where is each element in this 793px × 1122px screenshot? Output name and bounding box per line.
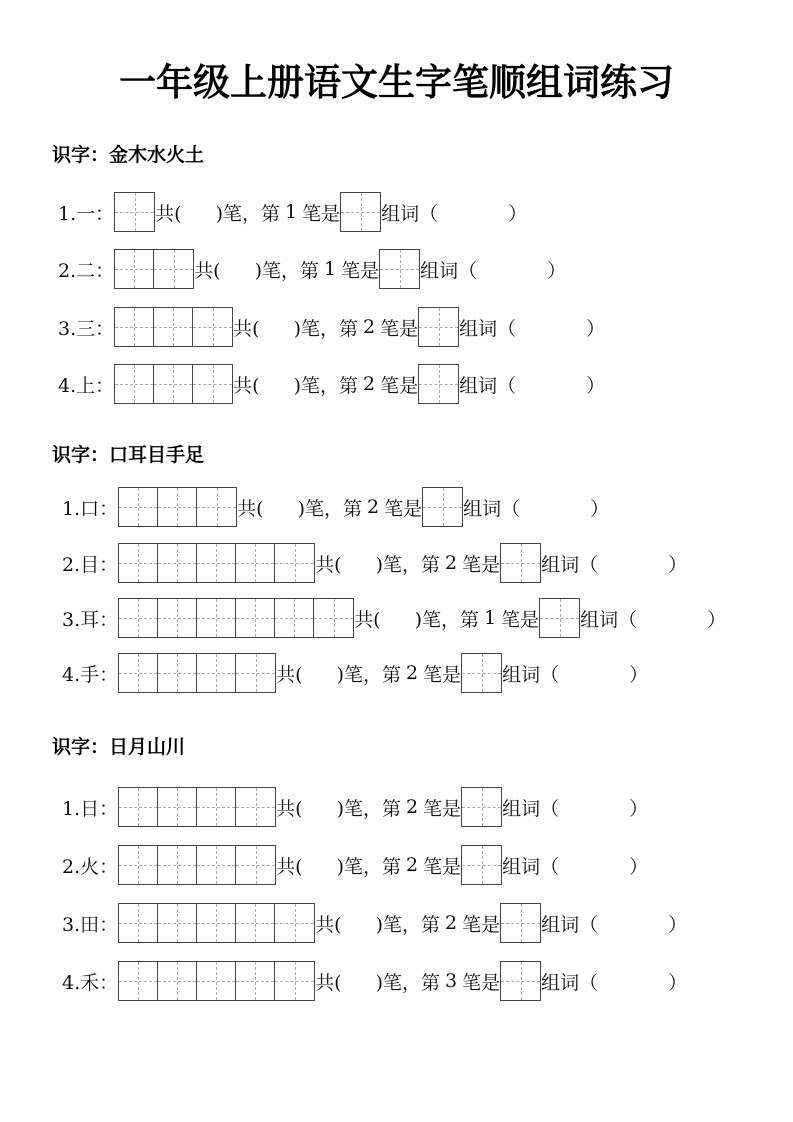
label-gong: 共( (194, 259, 221, 282)
writing-cell[interactable] (197, 488, 236, 526)
writing-cell[interactable] (540, 599, 579, 637)
writing-cell[interactable] (119, 488, 158, 526)
writing-cell[interactable] (236, 654, 275, 692)
writing-cell[interactable] (193, 308, 232, 346)
label-bi-shi: 笔是 (462, 553, 501, 576)
stroke-number: 1 (323, 258, 337, 280)
writing-cell[interactable] (275, 599, 314, 637)
label-zuci: 组词（ (541, 553, 599, 576)
row-prefix: 4.手： (62, 663, 119, 686)
writing-cell[interactable] (462, 846, 501, 884)
writing-cell[interactable] (197, 544, 236, 582)
writing-cell[interactable] (501, 544, 540, 582)
label-bi: )笔，第 (297, 497, 362, 520)
label-bi: )笔，第 (336, 663, 401, 686)
writing-cell[interactable] (119, 846, 158, 884)
stroke-order-grid[interactable] (114, 249, 194, 289)
writing-cell[interactable] (197, 599, 236, 637)
writing-cell[interactable] (236, 544, 275, 582)
writing-cell[interactable] (158, 904, 197, 942)
label-zuci: 组词（ (381, 202, 439, 225)
writing-cell[interactable] (275, 904, 314, 942)
writing-cell[interactable] (119, 544, 158, 582)
stroke-number: 2 (444, 912, 458, 934)
row-prefix: 2.二： (58, 259, 115, 282)
writing-cell[interactable] (158, 962, 197, 1000)
label-bi-shi: 笔是 (302, 202, 341, 225)
label-bi: )笔，第 (293, 317, 358, 340)
writing-cell[interactable] (419, 365, 458, 403)
stroke-order-grid[interactable] (114, 364, 233, 404)
label-bi-shi: 笔是 (423, 797, 462, 820)
label-bi: )笔，第 (414, 608, 479, 631)
label-bi: )笔，第 (254, 259, 319, 282)
stroke-order-grid[interactable] (118, 487, 237, 527)
writing-cell[interactable] (236, 788, 275, 826)
label-bi: )笔，第 (375, 971, 440, 994)
exercise-row (62, 903, 687, 943)
label-bi-shi: 笔是 (341, 259, 380, 282)
label-close-paren: ） (586, 374, 606, 397)
label-bi-shi: 笔是 (423, 855, 462, 878)
row-prefix: 3.田： (62, 913, 119, 936)
row-prefix: 4.禾： (62, 971, 119, 994)
writing-cell[interactable] (197, 654, 236, 692)
writing-cell[interactable] (119, 962, 158, 1000)
writing-cell[interactable] (197, 904, 236, 942)
exercise-row (62, 543, 687, 583)
stroke-order-grid[interactable] (118, 845, 276, 885)
section-heading: 识字：金木水火土 (52, 144, 205, 166)
nth-stroke-box[interactable] (500, 543, 541, 583)
label-zuci: 组词（ (420, 259, 478, 282)
label-close-paren: ） (668, 553, 688, 576)
writing-cell[interactable] (462, 654, 501, 692)
writing-cell[interactable] (115, 308, 154, 346)
writing-cell[interactable] (197, 962, 236, 1000)
writing-cell[interactable] (119, 599, 158, 637)
nth-stroke-box[interactable] (461, 653, 502, 693)
label-bi: )笔，第 (215, 202, 280, 225)
label-close-paren: ） (668, 913, 688, 936)
writing-cell[interactable] (501, 962, 540, 1000)
label-zuci: 组词（ (580, 608, 638, 631)
stroke-number: 2 (362, 373, 376, 395)
writing-cell[interactable] (314, 599, 353, 637)
writing-cell[interactable] (501, 904, 540, 942)
label-bi-shi: 笔是 (462, 913, 501, 936)
stroke-number: 2 (405, 796, 419, 818)
writing-cell[interactable] (158, 846, 197, 884)
writing-cell[interactable] (419, 308, 458, 346)
label-close-paren: ） (629, 797, 649, 820)
writing-cell[interactable] (197, 846, 236, 884)
writing-cell[interactable] (154, 365, 193, 403)
label-gong: 共( (155, 202, 182, 225)
label-bi-shi: 笔是 (501, 608, 540, 631)
row-prefix: 3.耳： (62, 608, 119, 631)
row-prefix: 3.三： (58, 317, 115, 340)
writing-cell[interactable] (275, 544, 314, 582)
label-gong: 共( (354, 608, 381, 631)
stroke-number: 1 (483, 607, 497, 629)
writing-cell[interactable] (119, 904, 158, 942)
section-heading: 识字：口耳目手足 (52, 444, 205, 466)
label-bi: )笔，第 (336, 797, 401, 820)
row-prefix: 1.日： (62, 797, 119, 820)
stroke-number: 2 (405, 854, 419, 876)
label-bi-shi: 笔是 (380, 317, 419, 340)
writing-cell[interactable] (462, 788, 501, 826)
nth-stroke-box[interactable] (500, 903, 541, 943)
writing-cell[interactable] (236, 962, 275, 1000)
label-gong: 共( (276, 855, 303, 878)
label-zuci: 组词（ (502, 855, 560, 878)
stroke-order-grid[interactable] (118, 903, 315, 943)
stroke-number: 2 (362, 316, 376, 338)
writing-cell[interactable] (115, 365, 154, 403)
writing-cell[interactable] (115, 250, 154, 288)
label-gong: 共( (276, 797, 303, 820)
nth-stroke-box[interactable] (461, 787, 502, 827)
writing-cell[interactable] (119, 788, 158, 826)
label-bi-shi: 笔是 (423, 663, 462, 686)
label-close-paren: ） (668, 971, 688, 994)
nth-stroke-box[interactable] (539, 598, 580, 638)
writing-cell[interactable] (158, 654, 197, 692)
writing-cell[interactable] (423, 488, 462, 526)
section-heading: 识字：日月山川 (52, 736, 186, 758)
label-close-paren: ） (547, 259, 567, 282)
stroke-order-grid[interactable] (118, 653, 276, 693)
writing-cell[interactable] (275, 962, 314, 1000)
page-title: 一年级上册语文生字笔顺组词练习 (119, 61, 674, 104)
nth-stroke-box[interactable] (500, 961, 541, 1001)
writing-cell[interactable] (236, 599, 275, 637)
label-zuci: 组词（ (463, 497, 521, 520)
writing-cell[interactable] (158, 788, 197, 826)
label-bi: )笔，第 (336, 855, 401, 878)
label-bi: )笔，第 (375, 913, 440, 936)
row-prefix: 2.火： (62, 855, 119, 878)
nth-stroke-box[interactable] (340, 192, 381, 232)
row-prefix: 1.口： (62, 497, 119, 520)
exercise-row (62, 598, 726, 638)
stroke-order-grid[interactable] (118, 598, 354, 638)
stroke-order-grid[interactable] (118, 787, 276, 827)
exercise-row (62, 787, 648, 827)
exercise-row (62, 961, 687, 1001)
label-gong: 共( (315, 971, 342, 994)
label-gong: 共( (233, 317, 260, 340)
writing-cell[interactable] (380, 250, 419, 288)
label-bi-shi: 笔是 (384, 497, 423, 520)
exercise-row (58, 364, 605, 404)
label-zuci: 组词（ (459, 317, 517, 340)
writing-cell[interactable] (158, 599, 197, 637)
label-close-paren: ） (707, 608, 727, 631)
exercise-row (58, 192, 527, 232)
writing-cell[interactable] (119, 654, 158, 692)
writing-cell[interactable] (197, 788, 236, 826)
exercise-row (62, 845, 648, 885)
writing-cell[interactable] (236, 904, 275, 942)
exercise-row (58, 249, 566, 289)
writing-cell[interactable] (158, 544, 197, 582)
label-zuci: 组词（ (502, 797, 560, 820)
stroke-order-grid[interactable] (114, 192, 155, 232)
stroke-number: 2 (366, 496, 380, 518)
writing-cell[interactable] (341, 193, 380, 231)
label-close-paren: ） (586, 317, 606, 340)
row-prefix: 1.一： (58, 202, 115, 225)
label-close-paren: ） (629, 663, 649, 686)
nth-stroke-box[interactable] (418, 364, 459, 404)
exercise-row (62, 653, 648, 693)
label-bi: )笔，第 (293, 374, 358, 397)
writing-cell[interactable] (115, 193, 154, 231)
label-zuci: 组词（ (541, 971, 599, 994)
writing-cell[interactable] (193, 365, 232, 403)
stroke-number: 2 (405, 662, 419, 684)
writing-cell[interactable] (154, 250, 193, 288)
exercise-row (62, 487, 609, 527)
label-gong: 共( (315, 913, 342, 936)
label-close-paren: ） (508, 202, 528, 225)
stroke-order-grid[interactable] (118, 543, 315, 583)
label-zuci: 组词（ (541, 913, 599, 936)
stroke-order-grid[interactable] (114, 307, 233, 347)
label-bi-shi: 笔是 (380, 374, 419, 397)
label-zuci: 组词（ (502, 663, 560, 686)
row-prefix: 4.上： (58, 374, 115, 397)
nth-stroke-box[interactable] (461, 845, 502, 885)
label-close-paren: ） (590, 497, 610, 520)
label-bi: )笔，第 (375, 553, 440, 576)
label-gong: 共( (276, 663, 303, 686)
stroke-number: 2 (444, 552, 458, 574)
writing-cell[interactable] (236, 846, 275, 884)
row-prefix: 2.目： (62, 553, 119, 576)
stroke-order-grid[interactable] (118, 961, 315, 1001)
label-zuci: 组词（ (459, 374, 517, 397)
stroke-number: 3 (444, 970, 458, 992)
writing-cell[interactable] (158, 488, 197, 526)
label-gong: 共( (233, 374, 260, 397)
label-gong: 共( (315, 553, 342, 576)
label-close-paren: ） (629, 855, 649, 878)
label-gong: 共( (237, 497, 264, 520)
nth-stroke-box[interactable] (418, 307, 459, 347)
label-bi-shi: 笔是 (462, 971, 501, 994)
writing-cell[interactable] (154, 308, 193, 346)
exercise-row (58, 307, 605, 347)
nth-stroke-box[interactable] (379, 249, 420, 289)
nth-stroke-box[interactable] (422, 487, 463, 527)
stroke-number: 1 (284, 201, 298, 223)
